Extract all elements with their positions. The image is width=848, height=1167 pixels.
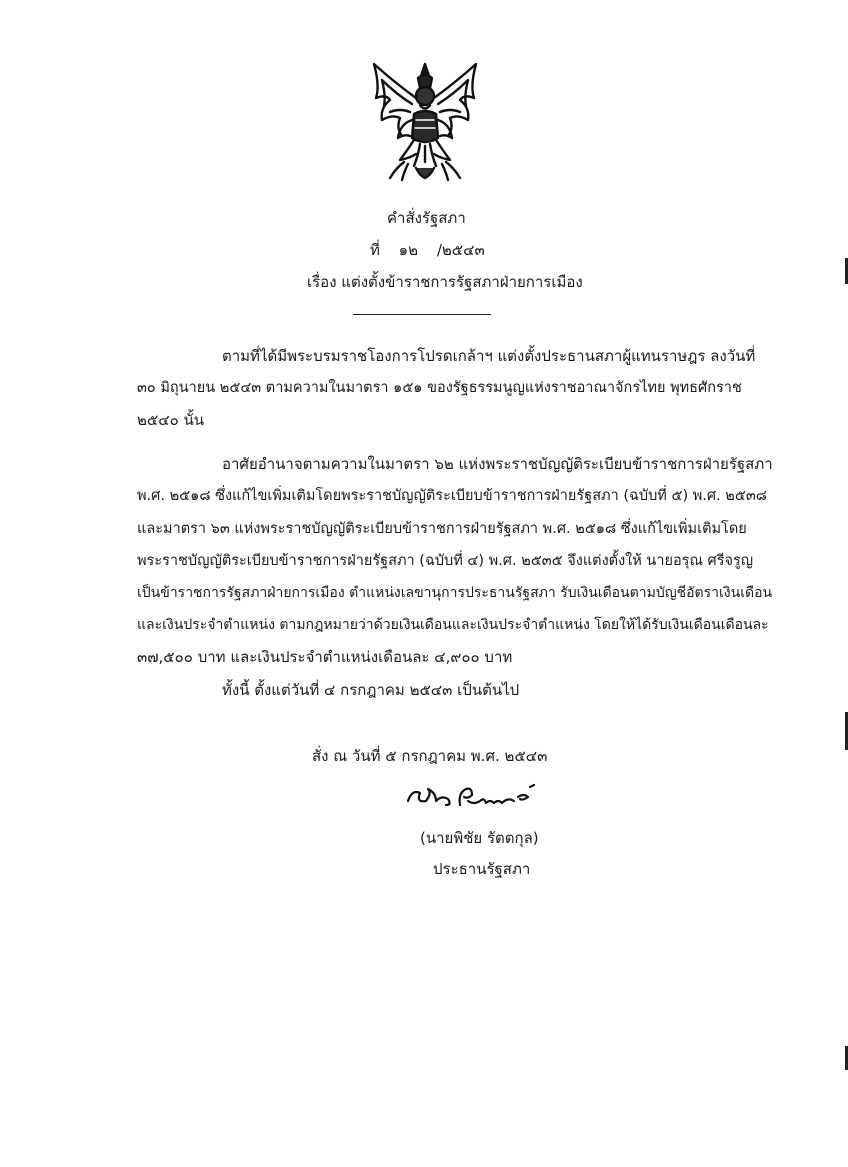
signer-title: ประธานรัฐสภา <box>433 860 531 878</box>
effective-date: ทั้งนี้ ตั้งแต่วันที่ ๔ กรกฎาคม ๒๕๔๓ เป็นต้นไป <box>222 681 520 699</box>
document-title: คำสั่งรัฐสภา <box>387 209 466 227</box>
paragraph-2-line-1: อาศัยอำนาจตามความในมาตรา ๖๒ แห่งพระราชบัญญัติระเบียบข้าราชการฝ่ายรัฐสภา <box>222 455 773 473</box>
document-number: ที่ ๑๒ /๒๕๔๓ <box>370 241 485 259</box>
paragraph-1-line-3: ๒๕๔๐ นั้น <box>137 411 205 429</box>
header-divider <box>353 314 491 315</box>
garuda-emblem-icon <box>360 58 490 188</box>
signer-name: (นายพิชัย รัตตกุล) <box>420 829 539 847</box>
paragraph-1-line-1: ตามที่ได้มีพระบรมราชโองการโปรดเกล้าฯ แต่งตั้งประธานสภาผู้แทนราษฎร ลงวันที่ <box>222 347 756 365</box>
paragraph-2-line-5: เป็นข้าราชการรัฐสภาฝ่ายการเมือง ตำแหน่งเลขานุการประธานรัฐสภา รับเงินเดือนตามบัญชีอัตราเงินเดือน <box>137 585 773 601</box>
paragraph-2-line-6: และเงินประจำตำแหน่ง ตามกฎหมายว่าด้วยเงินเดือนและเงินประจำตำแหน่ง โดยให้ได้รับเงินเดือนเดือนละ <box>137 617 769 633</box>
paragraph-2-line-2: พ.ศ. ๒๕๑๘ ซึ่งแก้ไขเพิ่มเติมโดยพระราชบัญญัติระเบียบข้าราชการฝ่ายรัฐสภา (ฉบับที่ ๕) พ.ศ. ๒๕๓๘ <box>137 488 767 504</box>
paragraph-2-line-7: ๓๗,๕๐๐ บาท และเงินประจำตำแหน่งเดือนละ ๔,๙๐๐ บาท <box>137 648 513 666</box>
document-subject: เรื่อง แต่งตั้งข้าราชการรัฐสภาฝ่ายการเมือง <box>307 273 583 291</box>
paragraph-2-line-4: พระราชบัญญัติระเบียบข้าราชการฝ่ายรัฐสภา (ฉบับที่ ๔) พ.ศ. ๒๕๓๕ จึงแต่งตั้งให้ นายอรุณ ศรีจรูญ <box>137 553 754 569</box>
paragraph-2-line-3: และมาตรา ๖๓ แห่งพระราชบัญญัติระเบียบข้าราชการฝ่ายรัฐสภา พ.ศ. ๒๕๑๘ ซึ่งแก้ไขเพิ่มเติมโดย <box>137 521 747 537</box>
order-date: สั่ง ณ วันที่ ๕ กรกฎาคม พ.ศ. ๒๕๔๓ <box>312 747 548 765</box>
signature-icon <box>402 775 552 815</box>
paragraph-1-line-2: ๓๐ มิถุนายน ๒๕๔๓ ตามความในมาตรา ๑๕๑ ของรัฐธรรมนูญแห่งราชอาณาจักรไทย พุทธศักราช <box>137 380 742 396</box>
